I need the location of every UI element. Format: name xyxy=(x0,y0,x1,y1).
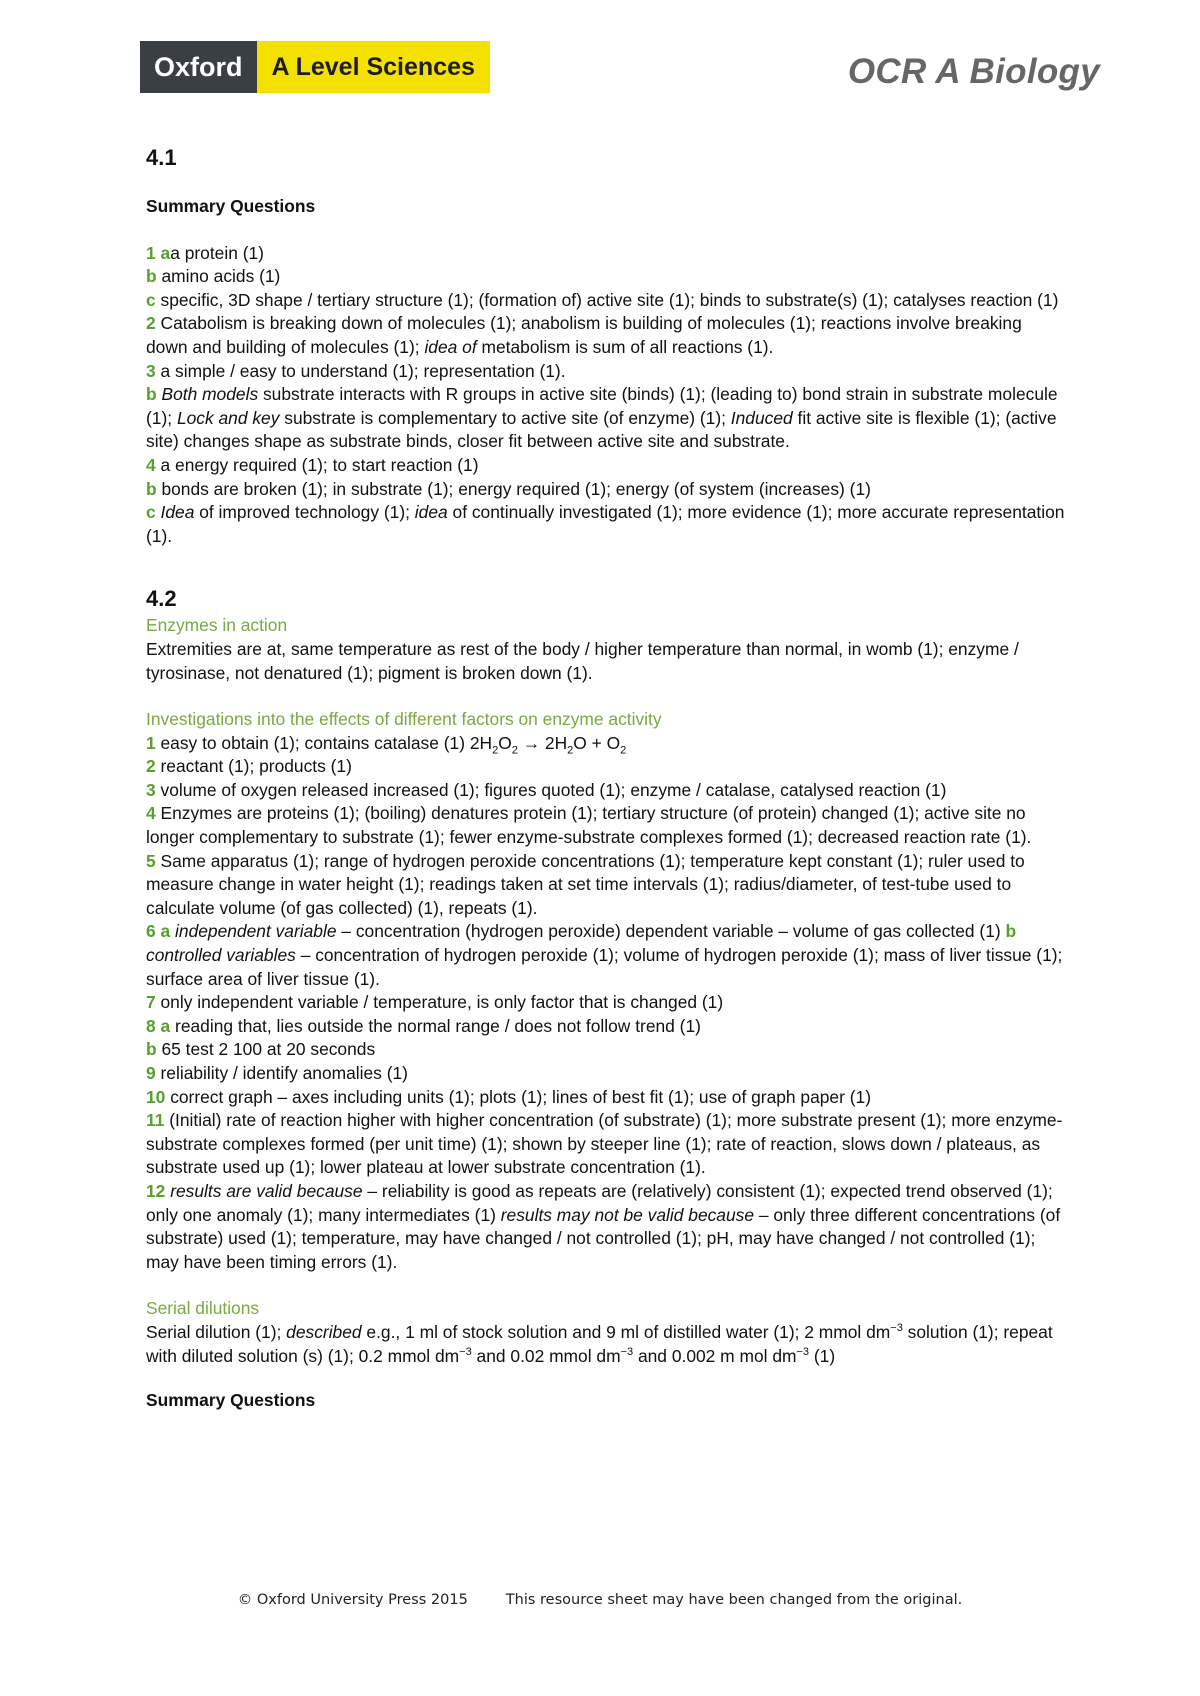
answer-3a: 3 a simple / easy to understand (1); representation (1). xyxy=(146,360,566,381)
page-footer xyxy=(0,1592,1200,1608)
invest-answer-3: 3 volume of oxygen released increased (1); figures quoted (1); enzyme / catalase, catalysed reaction (1) xyxy=(146,779,947,800)
answer-4a: 4 a energy required (1); to start reaction (1) xyxy=(146,454,479,475)
serial-dilutions-answer: Serial dilution (1); described e.g., 1 ml of stock solution and 9 ml of distilled water (1); 2 mmol $dm^{-3}$ solution (1); repeat with diluted solution (s) (1); 0.2 mmol $dm^{-3}$ and 0.02 mmol $dm^{-3}$ and 0.002 m mol $dm^{-3}$ (1) xyxy=(146,1321,1053,1366)
enzymes-in-action-answer: Extremities are at, same temperature as rest of the body / higher temperature than normal, in womb (1); enzyme / tyrosinase, not denatured (1); pigment is broken down (1). xyxy=(146,638,1019,683)
section-heading-4-1: 4.1 xyxy=(146,145,177,170)
invest-answer-10: 10 correct graph – axes including units (1); plots (1); lines of best fit (1); use of graph paper (1) xyxy=(146,1086,871,1107)
publisher-logo xyxy=(140,41,490,93)
footer-copyright: © Oxford University Press 2015 xyxy=(237,1592,468,1608)
answer-3b: b Both models substrate interacts with R groups in active site (binds) (1); (leading to) bond strain in substrate molecule (1); Lock and key substrate is complementary to active site (of enzyme) (1); Induced fit active site is flexible (1); (active site) changes shape as substrate binds, closer fit between active site and substrate. xyxy=(146,384,1058,452)
footer-note: This resource sheet may have been changed from the original. xyxy=(505,1592,963,1608)
subheading-enzymes-in-action: Enzymes in action xyxy=(146,615,288,636)
invest-answer-12: 12 results are valid because – reliability is good as repeats are (relatively) consistent (1); expected trend observed (1); only one anomaly (1); many intermediates (1) results may not be valid because – only three different concentrations (of substrate) used (1); temperature, may have changed / not controlled (1); pH, may have changed / not controlled (1); may have been timing errors (1). xyxy=(146,1180,1061,1272)
invest-answer-9: 9 reliability / identify anomalies (1) xyxy=(146,1063,408,1083)
logo-a-level-sciences: A Level Sciences xyxy=(257,41,490,93)
answer-content xyxy=(146,142,1066,1413)
invest-answer-7: 7 only independent variable / temperature, is only factor that is changed (1) xyxy=(146,992,724,1013)
invest-answer-8b: b 65 test 2 100 at 20 seconds xyxy=(146,1039,376,1060)
subheading-investigations: Investigations into the effects of different factors on enzyme activity xyxy=(146,709,662,730)
summary-questions-heading: Summary Questions xyxy=(146,196,316,216)
answer-4b: b bonds are broken (1); in substrate (1); energy required (1); energy (of system (increases) (1) xyxy=(146,478,871,499)
answer-1c: c specific, 3D shape / tertiary structure (1); (formation of) active site (1); binds to substrate(s) (1); catalyses reaction (1) xyxy=(146,289,1059,310)
answer-1b: b amino acids (1) xyxy=(146,266,281,287)
invest-answer-5: 5 Same apparatus (1); range of hydrogen peroxide concentrations (1); temperature kept constant (1); ruler used to measure change in water height (1); readings taken at set time intervals (1); radius/diameter, of test-tube used to calculate volume (of gas collected) (1), repeats (1). xyxy=(146,850,1025,918)
invest-answer-6: 6 a independent variable – concentration (hydrogen peroxide) dependent variable – volume of gas collected (1) b controlled variables – concentration of hydrogen peroxide (1); volume of hydrogen peroxide (1); mass of liver tissue (1); surface area of liver tissue (1). xyxy=(146,921,1063,989)
invest-answer-11: 11 (Initial) rate of reaction higher with higher concentration (of substrate) (1); more substrate present (1); more enzyme-substrate complexes formed (per unit time) (1); shown by steeper line (1); rate of reaction, slows down / plateaus, as substrate used up (1); lower plateau at lower substrate concentration (1). xyxy=(146,1110,1063,1178)
invest-answer-4: 4 Enzymes are proteins (1); (boiling) denatures protein (1); tertiary structure (of protein) changed (1); active site no longer complementary to substrate (1); fewer enzyme-substrate complexes formed (1); decreased reaction rate (1). xyxy=(146,803,1032,848)
answer-1a: 1 aa protein (1) xyxy=(146,242,264,263)
answer-2: 2 Catabolism is breaking down of molecules (1); anabolism is building of molecules (1); reactions involve breaking down and building of molecules (1); idea of metabolism is sum of all reactions (1). xyxy=(146,313,1022,357)
invest-answer-1: 1 easy to obtain (1); contains catalase (1) $2H_2O_2 \to 2H_2O + O_2$ xyxy=(146,732,627,757)
answer-4c: c Idea of improved technology (1); idea of continually investigated (1); more evidence (1); more accurate representation (1). xyxy=(146,502,1065,546)
document-title: OCR A Biology xyxy=(847,52,1100,91)
logo-oxford: Oxford xyxy=(140,41,257,93)
subheading-serial-dilutions: Serial dilutions xyxy=(146,1298,260,1319)
invest-answer-2: 2 reactant (1); products (1) xyxy=(146,756,352,777)
invest-answer-8a: 8 a reading that, lies outside the normal range / does not follow trend (1) xyxy=(146,1015,701,1036)
summary-questions-heading-2: Summary Questions xyxy=(146,1390,316,1411)
section-heading-4-2: 4.2 xyxy=(146,586,177,612)
